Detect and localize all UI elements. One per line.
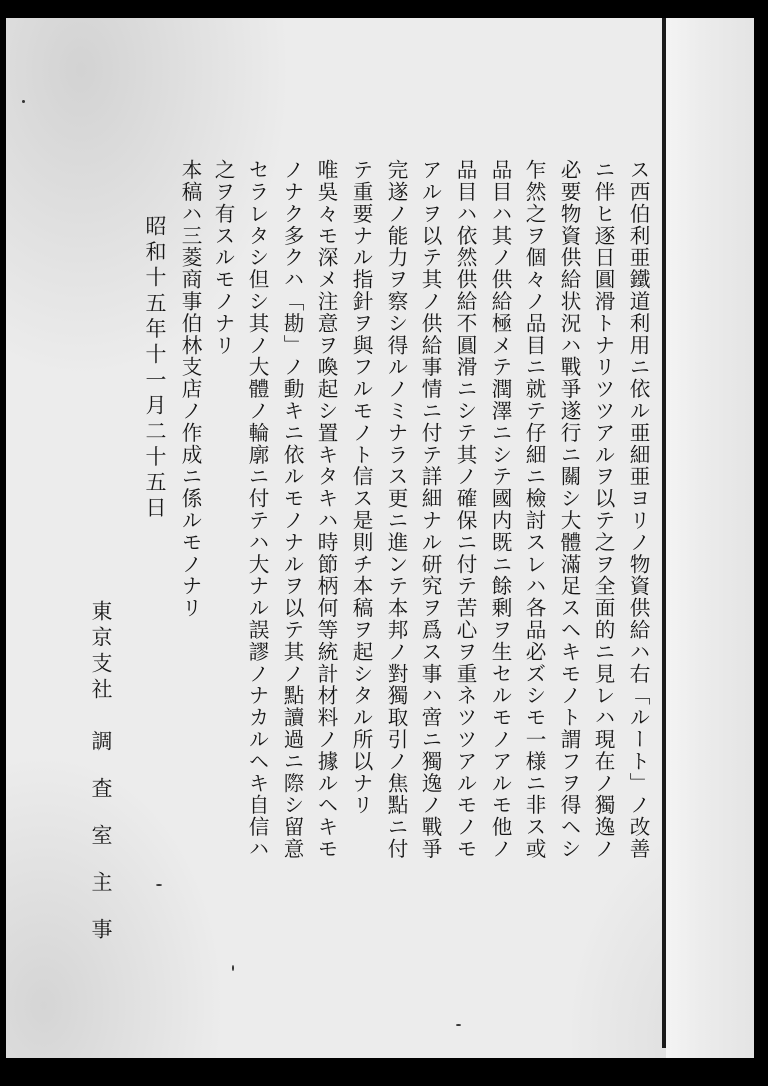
body-text-line-1: ス西伯利亜鐵道利用ニ依ル亜細亜ヨリノ物資供給ハ右「ルート」ノ改善 [626, 159, 650, 860]
body-text-line-11: ノナク多クハ「勘」ノ動キニ依ルモノナルヲ以テ其ノ點讀過ニ際シ留意 [280, 159, 304, 860]
signature-office: 東京支社 [89, 600, 113, 704]
scan-speck [232, 965, 234, 971]
document-date: 昭和十五年十一月二十五日 [143, 215, 167, 523]
body-text-line-5: 品目ハ其ノ供給極メテ潤澤ニシテ國内既ニ餘剰ヲ生セルモノアルモ他ノ [488, 159, 512, 860]
body-text-line-8: 完遂ノ能力ヲ察シ得ルノミナラス更ニ進ンテ本邦ノ對獨取引ノ焦點ニ付 [384, 159, 408, 860]
page-fold-line [662, 18, 666, 1048]
authorship-note: 本稿ハ三菱商事伯林支店ノ作成ニ係ルモノナリ [178, 159, 202, 619]
page-fold-shade [666, 18, 754, 1058]
body-text-line-13: 之ヲ有スルモノナリ [211, 159, 235, 357]
body-text-line-7: アルヲ以テ其ノ供給事情ニ付テ詳細ナル研究ヲ爲ス事ハ啻ニ獨逸ノ戰爭 [418, 159, 442, 860]
body-text-line-10: 唯吳々モ深メ注意ヲ喚起シ置キタキハ時節柄何等統計材料ノ據ルヘキモ [314, 159, 338, 860]
scan-speck [22, 100, 25, 103]
signature-title: 調査室主事 [89, 730, 113, 965]
body-text-line-9: テ重要ナル指針ヲ與フルモノト信ス是則チ本稿ヲ起シタル所以ナリ [349, 159, 373, 816]
body-text-line-4: 乍然之ヲ個々ノ品目ニ就テ仔細ニ檢討スレハ各品必ズシモ一様ニ非ス或 [522, 159, 546, 860]
body-text-line-6: 品目ハ依然供給不圓滑ニシテ其ノ確保ニ付テ苦心ヲ重ネツツアルモノモ [453, 159, 477, 860]
body-text-line-3: 必要物資供給状況ハ戰爭遂行ニ關シ大體滿足スヘキモノト謂フヲ得ヘシ [557, 159, 581, 860]
scan-speck [156, 884, 162, 886]
body-text-line-12: セラレタシ但シ其ノ大體ノ輪廓ニ付テハ大ナル誤謬ノナカルヘキ自信ハ [245, 159, 269, 860]
scan-speck [456, 1024, 461, 1026]
body-text-line-2: ニ伴ヒ逐日圓滑トナリツツアルヲ以テ之ヲ全面的ニ見レハ現在ノ獨逸ノ [591, 159, 615, 860]
